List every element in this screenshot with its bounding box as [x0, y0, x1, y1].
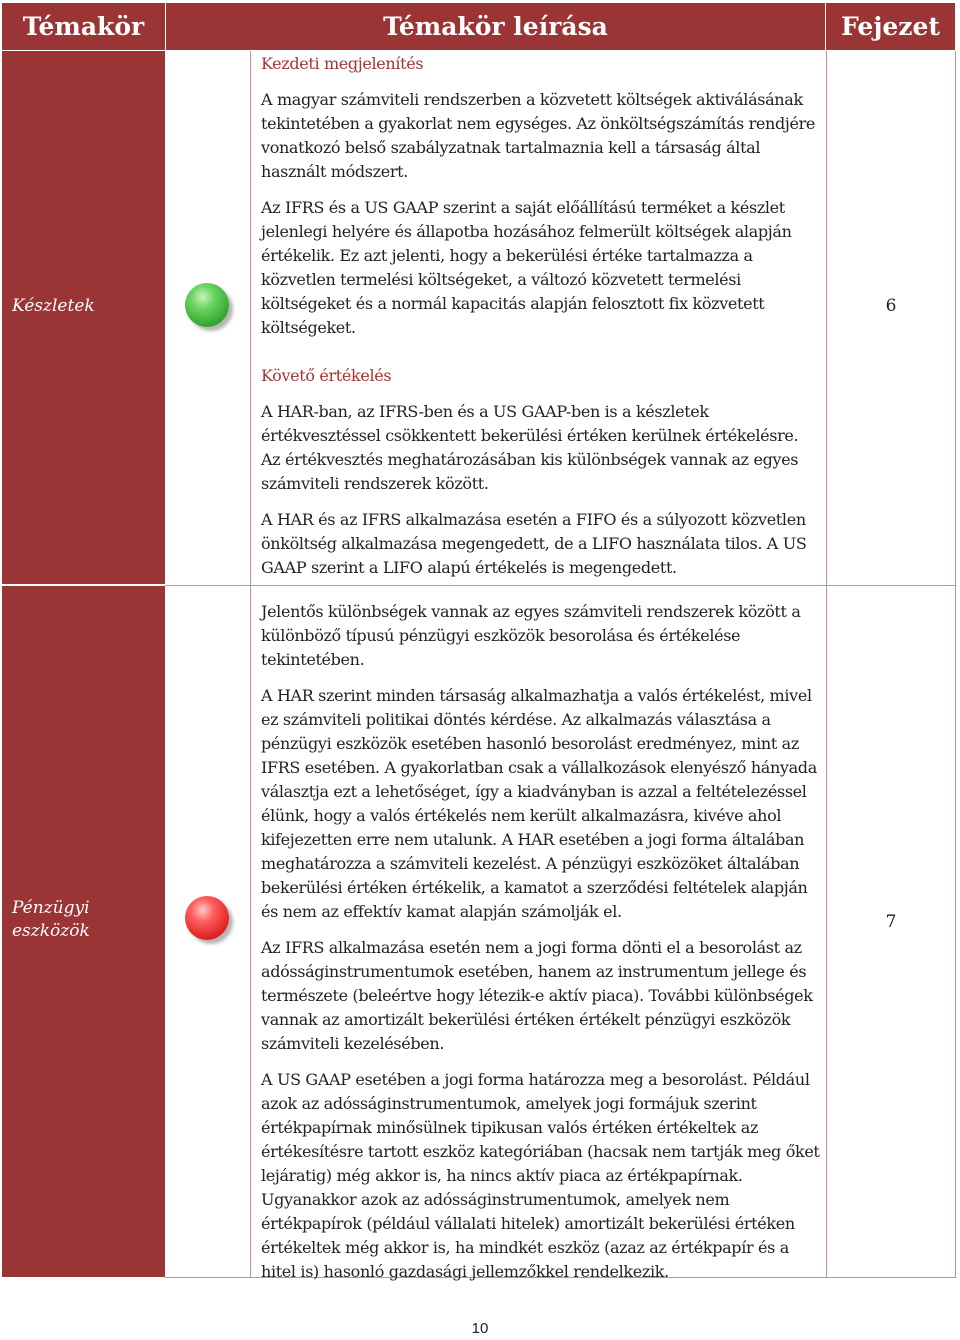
paragraph: A magyar számviteli rendszerben a közvetett költségek aktiválásának tekintetében a gyakorlat nem egységes. Az önköltségszámítás rendjére vonatkozó belső szabályzatnak tartalmaznia kell a társaság által használt módszert.	[261, 90, 816, 181]
grid-line	[826, 51, 827, 1278]
header-chapter-label: Fejezet	[841, 12, 940, 41]
header-description	[166, 3, 825, 50]
paragraph: A HAR és az IFRS alkalmazása esetén a FIFO és a súlyozott közvetlen önköltség alkalmazása megengedett, de a LIFO használata tilos. A US GAAP szerint a LIFO alapú értékelés is megengedett.	[261, 510, 807, 577]
paragraph: Jelentős különbségek vannak az egyes számviteli rendszerek között a különböző típusú pénzügyi eszközök besorolása és értékelése tekintetében.	[261, 602, 801, 669]
paragraph: A US GAAP esetében a jogi forma határozza meg a besorolást. Például azok az adósságinstrumentumok, amelyek jogi formájuk szerint értékpapírnak minősülnek tipikusan valós értéken értékeltek az értékesítésre tartott eszköz kategóriában (hacsak nem tartják meg őket lejáratig) még akkor is, ha nincs aktív piaca az értékpapírnak. Ugyanakkor azok az adósságinstrumentumok, amelyek nem értékpapírok (például vállalati hitelek) amortizált bekerülési értéken értékeltek még akkor is, ha mindkét eszköz (azaz az értékpapír és a hitel is) hasonló gazdasági jellemzőkkel rendelkezik.	[261, 1070, 820, 1281]
status-indicator-red	[185, 896, 229, 940]
page-number: 10	[471, 1320, 489, 1337]
header-chapter	[826, 3, 955, 50]
paragraph: Az IFRS és a US GAAP szerint a saját előállítású terméket a készlet jelenlegi helyére és állapotba hozásához felmerült költségek alapján értékelik. Ez azt jelenti, hogy a bekerülési értéke tartalmazza a közvetlen termelési költségeket, a változó közvetett termelési költségeket és a normál kapacitás alapján felosztott fix közvetett költségeket.	[261, 198, 792, 337]
description-keszletek	[261, 52, 821, 592]
topic-label-keszletek: Készletek	[12, 296, 95, 316]
header-topic	[2, 3, 165, 50]
chapter-number: 7	[885, 912, 897, 932]
chapter-number: 6	[885, 296, 897, 316]
paragraph: A HAR-ban, az IFRS-ben és a US GAAP-ben is a készletek értékvesztéssel csökkentett bekerülési értéken kerülnek értékelésre. Az értékvesztés meghatározásában kis különbségek vannak az egyes számviteli rendszerek között.	[261, 402, 799, 493]
grid-line	[250, 51, 251, 1278]
description-penzugyi-eszkozok	[261, 600, 821, 1296]
header-topic-label: Témakör	[22, 12, 145, 41]
paragraph: A HAR szerint minden társaság alkalmazhatja a valós értékelést, mivel ez számviteli politikai döntés kérdése. Az alkalmazás választása a pénzügyi eszközök esetében hasonló besorolást eredményez, mint az IFRS esetében. A gyakorlatban csak a vállalkozások elenyésző hányada választja ezt a lehetőséget, így a kiadványban is azzal a feltételezéssel élünk, hogy a valós értékelés nem került alkalmazásra, kivéve ahol kifejezetten erre nem utalunk. A HAR esetében a jogi forma általában meghatározza a számviteli kezelést. A pénzügyi eszközöket általában bekerülési értéken értékelik, a kamatot a szerződési feltételek alapján és nem az effektív kamat alapján számolják el.	[261, 686, 817, 921]
grid-line	[955, 51, 956, 1278]
topic-row-divider	[2, 584, 165, 586]
status-indicator-green	[185, 283, 229, 327]
topic-label-penzugyi-eszkozok: Pénzügyi eszközök	[12, 898, 90, 941]
paragraph: Az IFRS alkalmazása esetén nem a jogi forma dönti el a besorolást az adósságinstrumentumok esetében, hanem az instrumentum jellege és természete (beleértve hogy létezik-e aktív piaca). További különbségek vannak az amortizált bekerülési értéken értékelt pénzügyi eszközök számviteli kezelésében.	[261, 938, 813, 1053]
header-description-label: Témakör leírása	[383, 12, 608, 41]
section-subtitle: Követő értékelés	[261, 366, 392, 385]
section-subtitle: Kezdeti megjelenítés	[261, 54, 424, 73]
